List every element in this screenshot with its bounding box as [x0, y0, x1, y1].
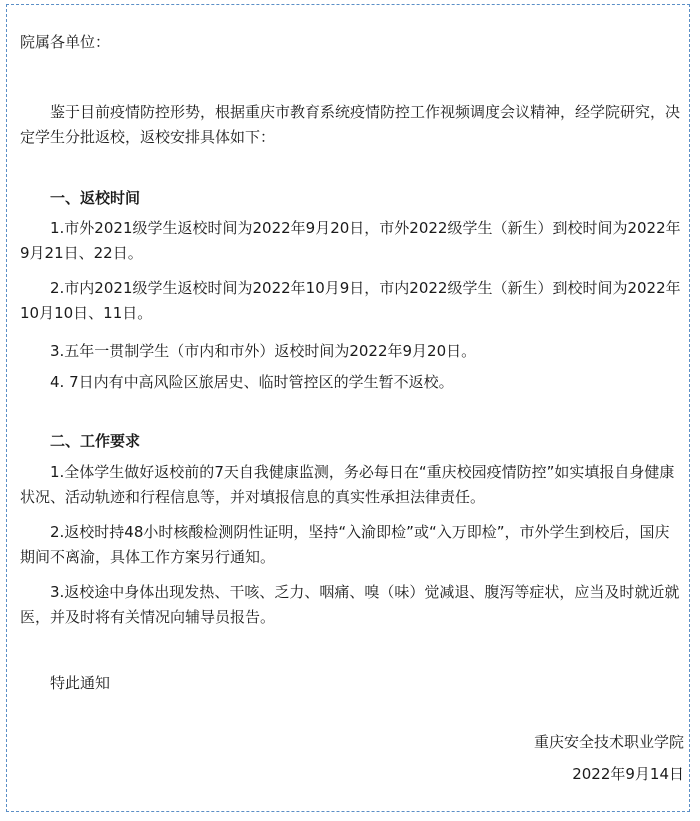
section1-item-3: 3.五年一贯制学生（市内和市外）返校时间为2022年9月20日。	[50, 342, 477, 360]
section2-heading: 二、工作要求	[50, 432, 141, 450]
section1-item-1: 1.市外2021级学生返校时间为2022年9月20日，市外2022级学生（新生）到校时间为2022年9月21日、22日。	[20, 219, 681, 262]
section2-item-3: 3.返校途中身体出现发热、干咳、乏力、咽痛、嗅（味）觉减退、腹泻等症状，应当及时就近就医，并及时将有关情况向辅导员报告。	[20, 583, 680, 626]
intro-paragraph: 鉴于目前疫情防控形势，根据重庆市教育系统疫情防控工作视频调度会议精神，经学院研究，决定学生分批返校，返校安排具体如下：	[20, 103, 681, 146]
section1-item-4: 4. 7日内有中高风险区旅居史、临时管控区的学生暂不返校。	[50, 373, 454, 391]
section2-item-2: 2.返校时持48小时核酸检测阴性证明，坚持“入渝即检”或“入万即检”，市外学生到校后，国庆期间不离渝，具体工作方案另行通知。	[20, 523, 670, 566]
issue-date: 2022年9月14日	[572, 765, 684, 783]
section1-heading: 一、返校时间	[50, 189, 141, 207]
closing-text: 特此通知	[50, 674, 111, 692]
section2-item-1: 1.全体学生做好返校前的7天自我健康监测，务必每日在“重庆校园疫情防控”如实填报自身健康状况、活动轨迹和行程信息等，并对填报信息的真实性承担法律责任。	[20, 463, 675, 506]
section1-item-2: 2.市内2021级学生返校时间为2022年10月9日，市内2022级学生（新生）到校时间为2022年10月10日、11日。	[20, 279, 681, 322]
salutation: 院属各单位：	[20, 33, 111, 51]
signature: 重庆安全技术职业学院	[533, 733, 684, 751]
